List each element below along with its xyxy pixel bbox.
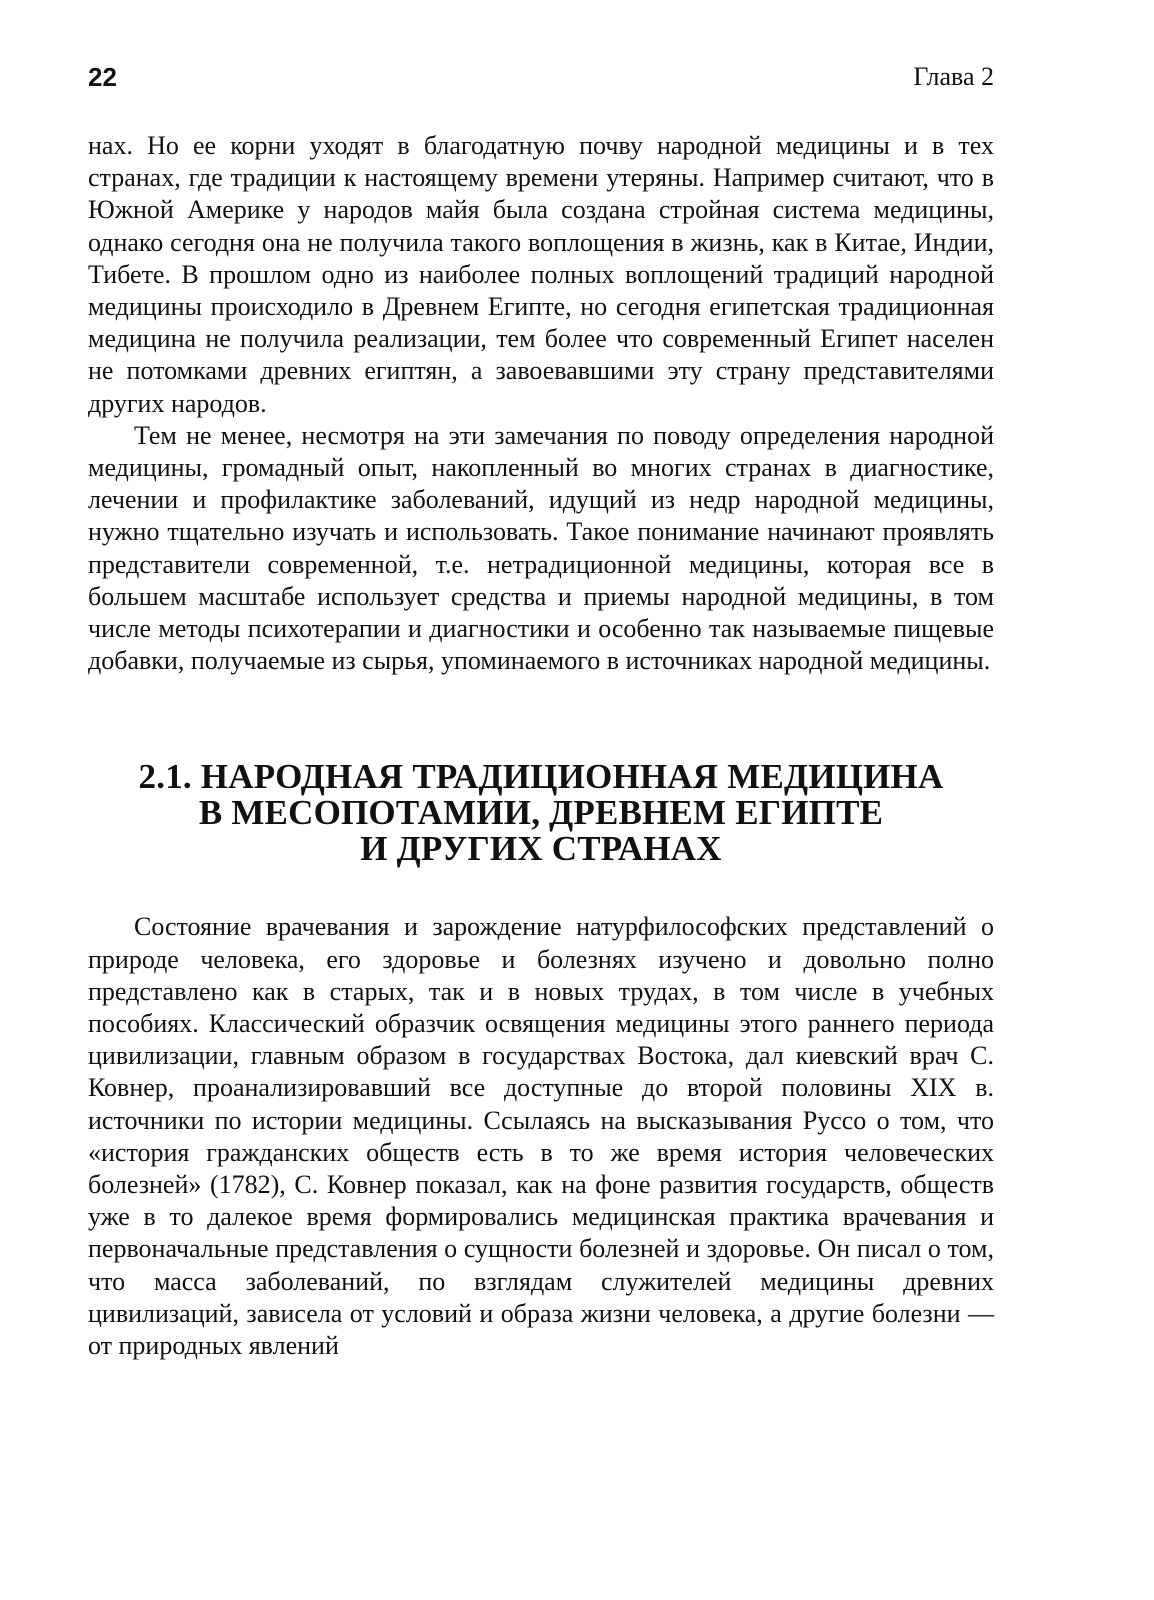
paragraph: Состояние врачевания и зарождение натурфилософских представлений о природе человека, его здоровье и болезнях изучено и довольно полно представлено как в старых, так и в новых трудах, в том числе в учебных пособиях. Классический образчик освящения медицины этого раннего периода цивилизации, главным образом в государствах Востока, дал киевский врач С. Ковнер, проанализировавший все доступные до второй половины XIX в. источники по истории медицины. Ссылаясь на высказывания Руссо о том, что «история гражданских обществ есть в то же время история человеческих болезней» (1782), С. Ковнер показал, как на фоне развития государств, обществ уже в то далекое время формировались медицинская практика врачевания и первоначальные представления о сущности болезней и здоровье. Он писал о том, что масса заболеваний, по взглядам служителей медицины древних цивилизаций, зависела от условий и образа жизни человека, а другие болезни — от природных явлений [88, 912, 994, 1361]
section-heading [88, 759, 994, 867]
section-heading-line: И ДРУГИХ СТРАНАХ [360, 829, 722, 869]
section-heading-line: 2.1. НАРОДНАЯ ТРАДИЦИОННАЯ МЕДИЦИНА [138, 757, 944, 797]
body-text [88, 130, 994, 1362]
paragraph-continuation: нах. Но ее корни уходят в благодатную почву народной медицины и в тех странах, где традиции к настоящему времени утеряны. Например считают, что в Южной Америке у народов майя была создана стройная система медицины, однако сегодня она не получила такого воплощения в жизнь, как в Китае, Индии, Тибете. В прошлом одно из наиболее полных воплощений традиций народной медицины происходило в Древнем Египте, но сегодня египетская традиционная медицина не получила реализации, тем более что современный Египет населен не потомками древних египтян, а завоевавшими эту страну представителями других народов. [88, 131, 994, 418]
chapter-label: Глава 2 [913, 62, 994, 91]
page-number: 22 [88, 62, 117, 92]
section-heading-line: В МЕСОПОТАМИИ, ДРЕВНЕМ ЕГИПТЕ [198, 793, 884, 833]
book-page [88, 56, 994, 1362]
running-header [88, 56, 994, 96]
paragraph: Тем не менее, несмотря на эти замечания по поводу определения народной медицины, громадный опыт, накопленный во многих странах в диагностике, лечении и профилактике заболеваний, идущий из недр народной медицины, нужно тщательно изучать и использовать. Такое понимание начинают проявлять представители современной, т.е. нетрадиционной медицины, которая все в большем масштабе использует средства и приемы народной медицины, в том числе методы психотерапии и диагностики и особенно так называемые пищевые добавки, получаемые из сырья, упоминаемого в источниках народной медицины. [88, 420, 994, 676]
